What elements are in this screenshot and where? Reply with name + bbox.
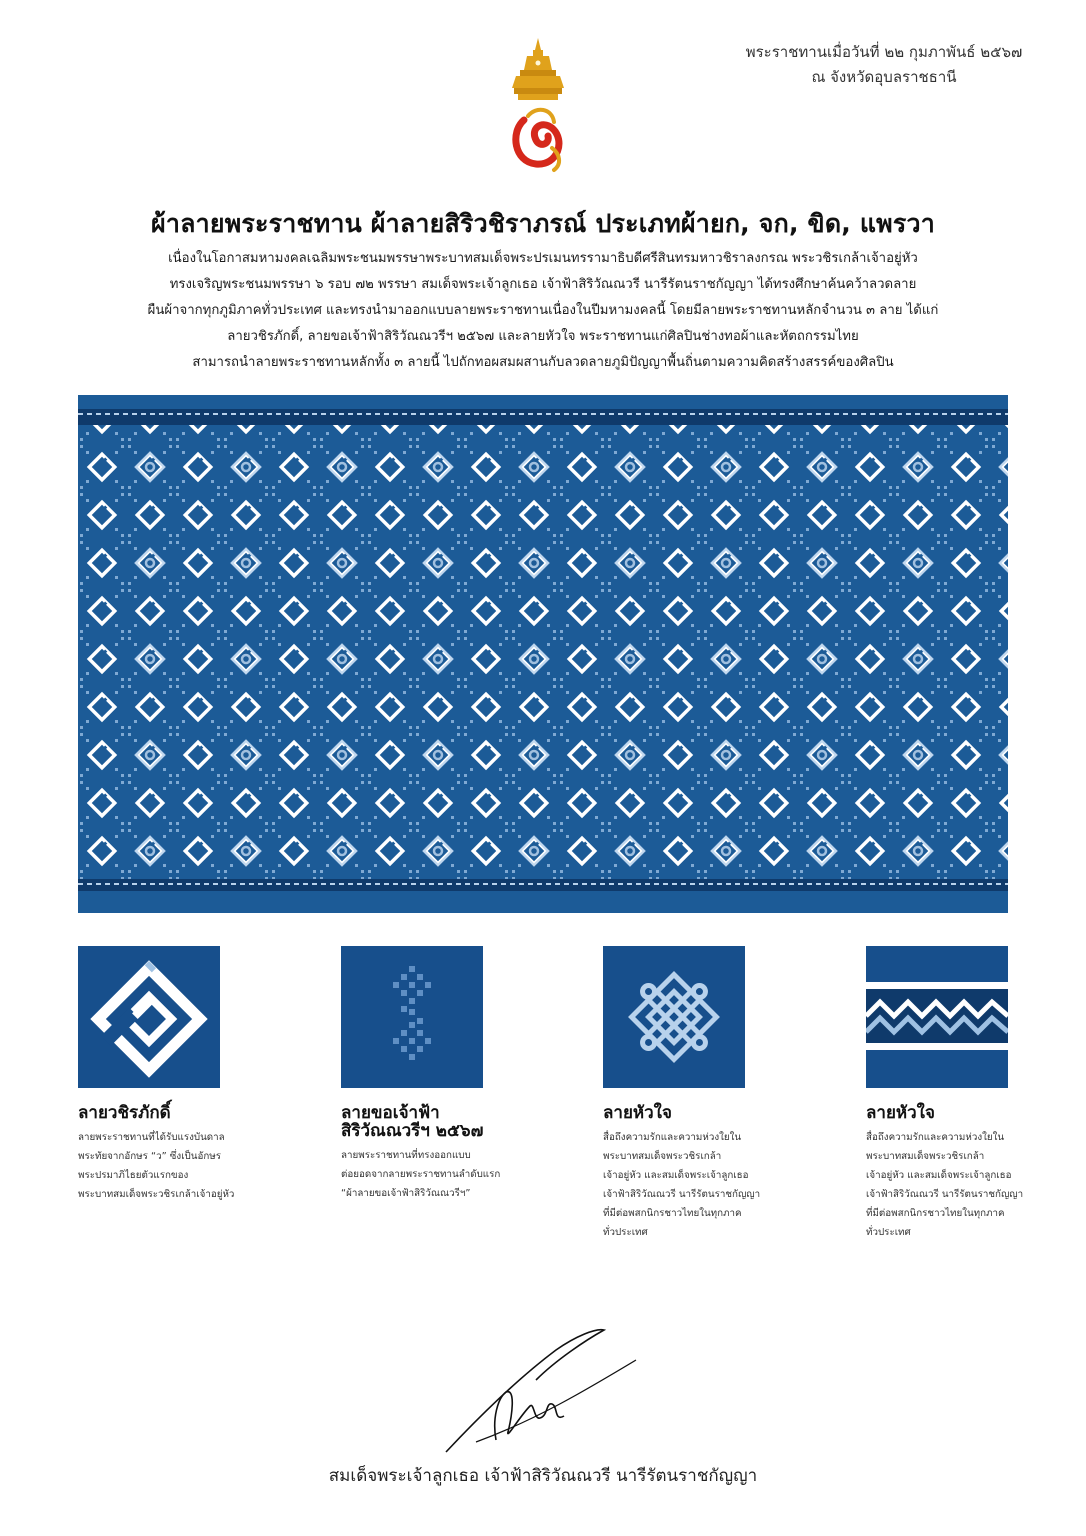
- desc-line: ลายพระราชทานที่ทรงออกแบบ: [341, 1150, 471, 1161]
- intro-line: ทรงเจริญพระชนมพรรษา ๖ รอบ ๗๒ พรรษา สมเด็จพระเจ้าลูกเธอ เจ้าฟ้าสิริวัณณวรี นารีรัตนราชกัญญา ได้ทรงศึกษาค้นคว้าลวดลาย: [169, 277, 917, 292]
- pattern-name: [341, 1104, 581, 1140]
- location-line: ณ จังหวัดอุบลราชธานี: [811, 68, 957, 86]
- desc-line: ที่มีต่อพสกนิกรชาวไทยในทุกภาค: [603, 1208, 742, 1219]
- desc-line: เจ้าฟ้าสิริวัณณวรี นารีรัตนราชกัญญา: [603, 1189, 761, 1200]
- dedication-date: [724, 40, 1044, 90]
- pattern-name-line: ลายขอเจ้าฟ้า: [341, 1103, 440, 1123]
- pattern-name: ลายหัวใจ: [866, 1103, 935, 1123]
- page-title: ผ้าลายพระราชทาน ผ้าลายสิริวชิราภรณ์ ประเภทผ้ายก, จก, ขิด, แพรวา: [151, 209, 935, 238]
- desc-line: พระทัยจากอักษร “ว” ซึ่งเป็นอักษร: [78, 1151, 222, 1162]
- desc-line: ที่มีต่อพสกนิกรชาวไทยในทุกภาค: [866, 1208, 1005, 1219]
- pattern-card-chao-fa: [341, 946, 581, 1203]
- desc-line: พระปรมาภิไธยตัวแรกของ: [78, 1170, 189, 1181]
- desc-line: พระบาทสมเด็จพระวชิรเกล้า: [603, 1151, 722, 1162]
- pattern-name: ลายวชิรภักดิ์: [78, 1103, 171, 1123]
- desc-line: พระบาทสมเด็จพระวชิรเกล้า: [866, 1151, 985, 1162]
- pattern-card-heart-border: [866, 946, 1086, 1242]
- desc-line: พระบาทสมเด็จพระวชิรเกล้าเจ้าอยู่หัว: [78, 1189, 235, 1200]
- desc-line: ต่อยอดจากลายพระราชทานลำดับแรก: [341, 1169, 501, 1180]
- intro-line: ลายวชิรภักดิ์, ลายขอเจ้าฟ้าสิริวัณณวรีฯ ๒๕๖๗ และลายหัวใจ พระราชทานแก่ศิลปินช่างทอผ้าและหัตถกรรมไทย: [227, 329, 859, 344]
- chao-fa-hook-motif-icon: [341, 946, 483, 1088]
- signature-image: [436, 1320, 656, 1460]
- date-line: พระราชทานเมื่อวันที่ ๒๒ กุมภาพันธ์ ๒๕๖๗: [745, 43, 1023, 61]
- intro-line: เนื่องในโอกาสมหามงคลเฉลิมพระชนมพรรษาพระบาทสมเด็จพระปรเมนทรรามาธิบดีศรีสินทรมหาวชิราลงกรณ พระวชิรเกล้าเจ้าอยู่หัว: [168, 251, 918, 266]
- desc-line: ลายพระราชทานที่ได้รับแรงบันดาล: [78, 1132, 225, 1143]
- signer-name: สมเด็จพระเจ้าลูกเธอ เจ้าฟ้าสิริวัณณวรี นารีรัตนราชกัญญา: [328, 1466, 758, 1486]
- royal-emblem-icon: [506, 36, 570, 176]
- heart-knot-motif-icon: [603, 946, 745, 1088]
- pattern-name: ลายหัวใจ: [603, 1103, 672, 1123]
- desc-line: เจ้าฟ้าสิริวัณณวรี นารีรัตนราชกัญญา: [866, 1189, 1024, 1200]
- intro-line: ผืนผ้าจากทุกภูมิภาคทั่วประเทศ และทรงนำมาออกแบบลายพระราชทานเนื่องในปีมหามงคลนี้ โดยมีลายพระราชทานหลักจำนวน ๓ ลาย ได้แก่: [147, 303, 939, 318]
- pattern-name-line: สิริวัณณวรีฯ ๒๕๖๗: [341, 1121, 484, 1141]
- desc-line: สื่อถึงความรักและความห่วงใยใน: [603, 1132, 742, 1143]
- desc-line: เจ้าอยู่หัว และสมเด็จพระเจ้าลูกเธอ: [603, 1170, 749, 1181]
- emblem-letter: ส: [506, 36, 507, 37]
- pattern-card-heart-knot: [603, 946, 843, 1242]
- pattern-description: [603, 1128, 843, 1242]
- intro-line: สามารถนำลายพระราชทานหลักทั้ง ๓ ลายนี้ ไปถักทอผสมผสานกับลวดลายภูมิปัญญาพื้นถิ่นตามความคิดสร้างสรรค์ของศิลปิน: [192, 355, 894, 370]
- desc-line: สื่อถึงความรักและความห่วงใยใน: [866, 1132, 1005, 1143]
- vajira-hook-motif-icon: [78, 946, 220, 1088]
- pattern-description: [341, 1146, 581, 1203]
- pattern-description: [866, 1128, 1086, 1242]
- intro-paragraph: [40, 246, 1046, 376]
- heart-zigzag-border-icon: [866, 946, 1008, 1088]
- desc-line: “ผ้าลายขอเจ้าฟ้าสิริวัณณวรีฯ”: [341, 1188, 471, 1199]
- desc-line: ทั่วประเทศ: [603, 1227, 648, 1238]
- fabric-pattern-image: [78, 395, 1008, 913]
- desc-line: ทั่วประเทศ: [866, 1227, 911, 1238]
- pattern-description: [78, 1128, 318, 1204]
- pattern-card-vajira: [78, 946, 318, 1204]
- desc-line: เจ้าอยู่หัว และสมเด็จพระเจ้าลูกเธอ: [866, 1170, 1012, 1181]
